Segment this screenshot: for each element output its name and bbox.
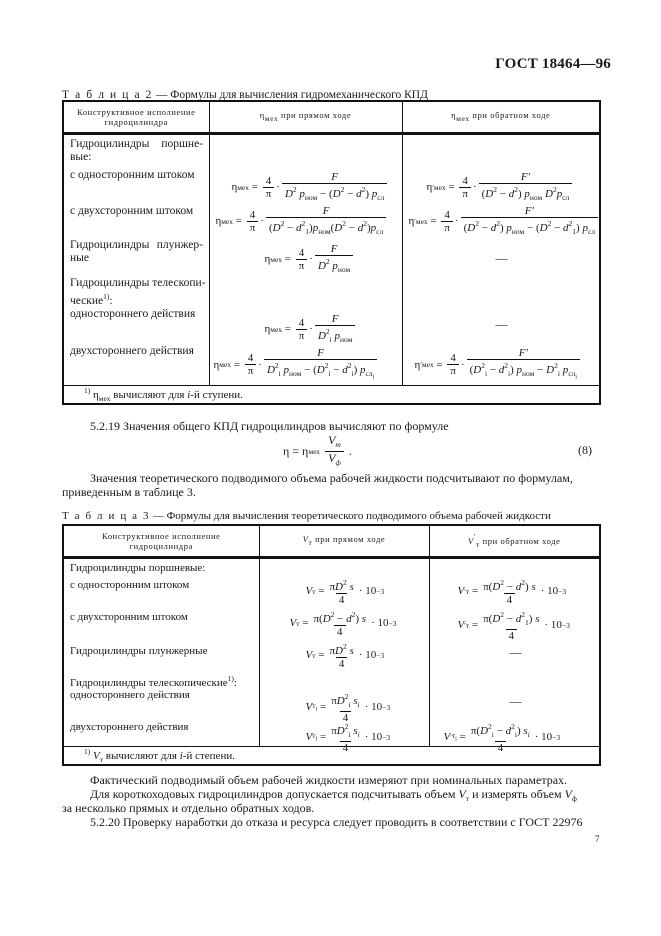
table3-footnote: $^{1)}$ $V_т$ вычисляют для i-й степени. (63, 746, 600, 765)
formula-vt-plunger: V т = $\frac{\pi D^2 s}{4}$ · 10 −3 (305, 641, 385, 670)
table3-forward-cell (259, 557, 429, 754)
formula-vt-rev-telescopic-double: V ′ $т_i$ = $\frac{\pi(D^2_i - d^2_i) s_i}{4}$ · 10 −3 (443, 721, 561, 754)
formula-eta-telescopic-single: η мех = $\frac{4}{\pi}$ · $\frac{F}{D^2_i p_{ном}}$ (265, 313, 358, 346)
table-row-label: Гидроцилиндры плунжер- (70, 238, 203, 251)
table2-footnote-row (63, 385, 600, 404)
table-row-label: одностороннего действия (70, 688, 190, 701)
table-row-label: Гидроцилиндры телескопические$^{1)}$: (70, 673, 237, 689)
header-line: гидроцилиндра (129, 540, 193, 551)
table2-body-row (63, 133, 600, 385)
table3-col-forward (259, 525, 429, 557)
formula-eta-plunger: η мех = $\frac{4}{\pi}$ · $\frac{F}{D^2 p_{ном}}$ (265, 243, 356, 276)
table-row-label: Гидроцилиндры телескопи- (70, 276, 206, 289)
paragraph-theoretical-volume-line2: приведенным в таблице 3. (62, 485, 196, 499)
table-row-label: одностороннего действия (70, 307, 196, 320)
formula-vt-single-rod: V т = $\frac{\pi D^2 s}{4}$ · 10 −3 (305, 577, 385, 606)
formula-vt-rev-single-rod: V ′ т = $\frac{\pi(D^2 - d^2) s}{4}$ · 10 −3 (457, 577, 567, 606)
table3-body-row (63, 557, 600, 746)
table2-col-construction (63, 101, 209, 133)
formula-total-efficiency: η = η мех $\frac{V_т}{V_ф}$ . (283, 433, 352, 467)
paragraph-actual-volume: Фактический подводимый объем рабочей жидкости измеряют при номинальных параметрах. (90, 773, 568, 787)
formula-eta-single-rod: η мех = $\frac{4}{\pi}$ · $\frac{F}{D^2 p_{ном} - (D^2 - d^2) p_{сл}}$ (232, 171, 390, 204)
formula-eta-rev-single-rod: η ′ мех = $\frac{4}{\pi}$ · $\frac{F'}{(D^2 - d^2) p_{ном} D^2p_{сл}}$ (427, 171, 575, 204)
equation-number: (8) (578, 443, 592, 457)
formula-eta-double-rod: η мех = $\frac{4}{\pi}$ · $\frac{F}{(D^2 - d^2_1)p_{ном}(D^2 - d^2)p_{сл}}$ (216, 205, 389, 238)
table3-labels-cell (63, 557, 259, 746)
table2-col-forward (209, 101, 402, 133)
table-row-label: вые: (70, 150, 92, 163)
page-number: 7 (595, 834, 600, 844)
table-row-label: Гидроцилиндры поршневые: (70, 561, 206, 574)
not-applicable-dash: — (495, 316, 508, 331)
table3-col-reverse (429, 525, 600, 557)
eta-reverse-header: ηмех при обратном ходе (451, 110, 551, 124)
section-5-2-19: 5.2.19 Значения общего КПД гидроцилиндров вычисляют по формуле (90, 419, 449, 433)
eta-forward-header: ηмех при прямом ходе (259, 110, 352, 124)
paragraph-short-stroke-line2: за несколько прямых и отдельно обратных ходов. (62, 801, 315, 815)
not-applicable-dash: — (509, 693, 522, 708)
table-row-label: ные (70, 251, 89, 264)
table2-col-reverse (402, 101, 600, 133)
document-code: ГОСТ 18464—96 (495, 56, 611, 72)
table2 (62, 100, 601, 405)
table2-caption-prefix: Т а б л и ц а 2 (62, 89, 154, 101)
table-row-label: Гидроцилиндры плунжерные (70, 644, 208, 657)
paragraph-theoretical-volume-line1: Значения теоретического подводимого объема рабочей жидкости подсчитывают по формулам, (90, 471, 573, 485)
table-row-label: двухстороннего действия (70, 720, 189, 733)
header-line: гидроцилиндра (104, 116, 168, 127)
vt-reverse-header: V′т при обратном ходе (467, 532, 561, 550)
formula-vt-double-rod: V т = $\frac{\pi(D^2 - d^2) s}{4}$ · 10 −3 (289, 609, 397, 638)
formula-eta-telescopic-double: η мех = $\frac{4}{\pi}$ · $\frac{F}{D^2_i p_{ном} - (D^2_i - d^2_i) p_{сл_i}}$ (214, 347, 380, 384)
table3-col-construction (63, 525, 259, 557)
table-row-label: с двухсторонним штоком (70, 204, 194, 217)
header-line: Конструктивное исполнение (101, 530, 221, 541)
table2-forward-cell (209, 133, 402, 385)
table-row-label: ческие$^{1)}$: (70, 291, 113, 307)
vt-forward-header: Vт при прямом ходе (302, 534, 386, 548)
table-row-label: с односторонним штоком (70, 168, 195, 181)
formula-eta-rev-telescopic-double: η ′ мех = $\frac{4}{\pi}$ · $\frac{F'}{(D^2_i - d^2_i) p_{ном} - D^2_i p_{сл_i}}$ (415, 347, 583, 384)
table3-header-row (63, 525, 600, 557)
table-row-label: с односторонним штоком (70, 578, 190, 591)
table3-caption (62, 510, 551, 522)
table2-header-row (63, 101, 600, 133)
table-row-label: с двухсторонним штоком (70, 610, 188, 623)
table-row-label: Гидроцилиндры поршне- (70, 137, 203, 150)
header-line: Конструктивное исполнение (76, 106, 196, 117)
paragraph-short-stroke: Для короткоходовых гидроцилиндров допускается подсчитывать объем $V_т$ и измерять объем $V_ф$ (90, 787, 577, 803)
formula-vt-telescopic-single: V $т_i$ = $\frac{\pi D^2_i s_i}{4}$ · 10 −3 (305, 691, 391, 724)
formula-vt-telescopic-double: V $т_i$ = $\frac{\pi D^2_i s_i}{4}$ · 10 −3 (305, 721, 391, 754)
not-applicable-dash: — (495, 250, 508, 265)
table3-reverse-cell (429, 557, 600, 754)
table3-caption-prefix: Т а б л и ц а 3 (62, 510, 151, 522)
table-row-label: двухстороннего действия (70, 344, 194, 357)
table2-footnote: $^{1)}$ $\eta_{мех}$ вычисляют для i-й ступени. (63, 385, 600, 404)
formula-eta-rev-double-rod: η ′ мех = $\frac{4}{\pi}$ · $\frac{F'}{(D^2 - d^2) p_{ном} - (D^2 - d^2_1) p_{сл}}$ (409, 205, 601, 238)
not-applicable-dash: — (509, 644, 522, 659)
formula-vt-rev-double-rod: V ′ т = $\frac{\pi(D^2 - d^2_1) s}{4}$ · 10 −3 (457, 609, 570, 642)
table2-caption-text: — Формулы для вычисления гидромеханического КПД (153, 89, 428, 101)
table2-labels-cell (63, 133, 209, 385)
table3-caption-text: — Формулы для вычисления теоретического подводимого объема рабочей жидкости (150, 510, 551, 522)
table3 (62, 524, 601, 766)
section-5-2-20: 5.2.20 Проверку наработки до отказа и ресурса следует проводить в соответствии с ГОСТ 22976 (90, 815, 583, 829)
table2-reverse-cell (402, 133, 600, 385)
